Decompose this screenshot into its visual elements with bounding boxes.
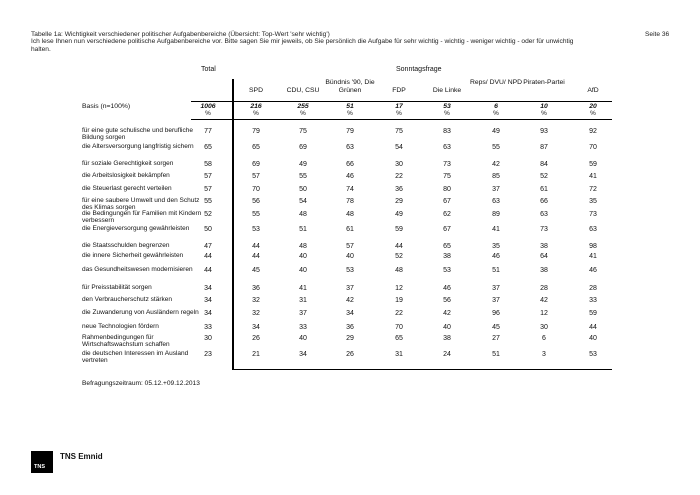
table-cell: 38 xyxy=(443,253,451,260)
table-cell: 61 xyxy=(346,226,354,233)
table-cell: 37 xyxy=(346,285,354,292)
table-cell: 85 xyxy=(492,173,500,180)
table-cell: 66 xyxy=(540,198,548,205)
basis-value: 216 xyxy=(250,103,262,110)
total-header: Total xyxy=(201,66,216,73)
column-header: AfD xyxy=(587,87,599,94)
table-cell: 49 xyxy=(299,161,307,168)
table-cell: 19 xyxy=(395,297,403,304)
table-cell: 37 xyxy=(492,285,500,292)
table-cell: 73 xyxy=(589,211,597,218)
table-cell: 35 xyxy=(492,243,500,250)
table-cell: 67 xyxy=(443,198,451,205)
table-cell: 26 xyxy=(252,335,260,342)
table-cell: 42 xyxy=(492,161,500,168)
table-cell: 44 xyxy=(252,243,260,250)
table-cell: 32 xyxy=(252,310,260,317)
table-cell: 41 xyxy=(492,226,500,233)
basis-value: 1006 xyxy=(200,103,216,110)
company-name: TNS Emnid xyxy=(60,452,103,461)
table-cell: 38 xyxy=(540,267,548,274)
table-cell: 75 xyxy=(395,128,403,135)
table-cell: 34 xyxy=(204,310,212,317)
table-cell: 30 xyxy=(204,335,212,342)
row-label: die Arbeitslosigkeit bekämpfen xyxy=(82,172,170,179)
table-cell: 22 xyxy=(395,173,403,180)
row-label: Rahmenbedingungen für Wirtschaftswachstum schaffen xyxy=(82,334,170,348)
column-header: CDU, CSU xyxy=(286,87,320,94)
table-cell: 70 xyxy=(589,144,597,151)
survey-period: Befragungszeitraum: 05.12.+09.12.2013 xyxy=(82,380,200,387)
basis-unit: % xyxy=(347,110,353,117)
table-cell: 59 xyxy=(589,310,597,317)
table-cell: 44 xyxy=(204,267,212,274)
basis-unit: % xyxy=(541,110,547,117)
table-cell: 48 xyxy=(299,211,307,218)
table-cell: 40 xyxy=(299,267,307,274)
table-cell: 55 xyxy=(299,173,307,180)
sonntagsfrage-header: Sonntagsfrage xyxy=(396,66,442,73)
table-cell: 63 xyxy=(492,198,500,205)
table-cell: 21 xyxy=(252,351,260,358)
page-number: Seite 36 xyxy=(645,31,670,38)
table-cell: 44 xyxy=(395,243,403,250)
table-cell: 33 xyxy=(204,324,212,331)
table-cell: 12 xyxy=(395,285,403,292)
table-cell: 28 xyxy=(589,285,597,292)
table-cell: 31 xyxy=(395,351,403,358)
table-cell: 12 xyxy=(540,310,548,317)
table-cell: 49 xyxy=(395,211,403,218)
row-label: für eine saubere Umwelt und den Schutz des Klimas sorgen xyxy=(82,197,200,211)
table-cell: 46 xyxy=(492,253,500,260)
table-cell: 53 xyxy=(443,267,451,274)
row-label: die Staatsschulden begrenzen xyxy=(82,242,170,249)
table-cell: 40 xyxy=(589,335,597,342)
basis-unit: % xyxy=(300,110,306,117)
table-cell: 75 xyxy=(443,173,451,180)
table-cell: 36 xyxy=(395,186,403,193)
table-cell: 57 xyxy=(204,173,212,180)
table-cell: 56 xyxy=(443,297,451,304)
table-cell: 23 xyxy=(204,351,212,358)
row-label: die Energieversorgung gewährleisten xyxy=(82,225,190,232)
table-cell: 63 xyxy=(589,226,597,233)
table-cell: 54 xyxy=(299,198,307,205)
table-cell: 3 xyxy=(542,351,546,358)
table-cell: 36 xyxy=(252,285,260,292)
row-label: für Preisstabilität sorgen xyxy=(82,284,152,291)
table-cell: 54 xyxy=(395,144,403,151)
row-label: die deutschen Interessen im Ausland vertreten xyxy=(82,350,189,364)
table-cell: 37 xyxy=(492,186,500,193)
table-cell: 66 xyxy=(346,161,354,168)
table-cell: 77 xyxy=(204,128,212,135)
table-cell: 67 xyxy=(443,226,451,233)
table-cell: 53 xyxy=(589,351,597,358)
table-cell: 96 xyxy=(492,310,500,317)
table-bottom-line xyxy=(232,369,612,370)
column-header: SPD xyxy=(249,87,263,94)
row-label: neue Technologien fördern xyxy=(82,323,159,330)
table-cell: 65 xyxy=(252,144,260,151)
row-label: für eine gute schulische und berufliche Bildung sorgen xyxy=(82,127,193,141)
basis-value: 6 xyxy=(494,103,498,110)
table-cell: 44 xyxy=(589,324,597,331)
table-cell: 65 xyxy=(204,144,212,151)
row-label: das Gesundheitswesen modernisieren xyxy=(82,266,193,273)
basis-top-line xyxy=(191,101,612,102)
table-cell: 79 xyxy=(252,128,260,135)
row-label: für soziale Gerechtigkeit sorgen xyxy=(82,160,174,167)
table-cell: 46 xyxy=(346,173,354,180)
table-cell: 45 xyxy=(252,267,260,274)
table-cell: 62 xyxy=(443,211,451,218)
basis-value: 10 xyxy=(540,103,548,110)
basis-value: 20 xyxy=(589,103,597,110)
table-cell: 65 xyxy=(395,335,403,342)
basis-label: Basis (n=100%) xyxy=(82,103,131,110)
basis-unit: % xyxy=(396,110,402,117)
table-cell: 30 xyxy=(540,324,548,331)
table-title xyxy=(31,31,591,53)
table-cell: 30 xyxy=(395,161,403,168)
table-cell: 52 xyxy=(204,211,212,218)
table-cell: 92 xyxy=(589,128,597,135)
table-cell: 84 xyxy=(540,161,548,168)
table-cell: 55 xyxy=(204,198,212,205)
table-cell: 53 xyxy=(252,226,260,233)
basis-bottom-line xyxy=(191,119,612,120)
table-cell: 24 xyxy=(443,351,451,358)
table-caption: Tabelle 1a: Wichtigkeit verschiedener politischer Aufgabenbereiche (Übersicht: Top-Wert 'sehr wichtig') xyxy=(31,31,330,38)
basis-unit: % xyxy=(205,110,211,117)
table-cell: 55 xyxy=(492,144,500,151)
table-cell: 26 xyxy=(346,351,354,358)
table-cell: 48 xyxy=(346,211,354,218)
table-cell: 31 xyxy=(299,297,307,304)
table-cell: 74 xyxy=(346,186,354,193)
table-cell: 69 xyxy=(299,144,307,151)
column-header: Piraten-Partei xyxy=(523,79,565,86)
table-cell: 34 xyxy=(346,310,354,317)
table-cell: 38 xyxy=(443,335,451,342)
table-cell: 48 xyxy=(395,267,403,274)
table-cell: 36 xyxy=(346,324,354,331)
table-cell: 63 xyxy=(346,144,354,151)
table-cell: 6 xyxy=(542,335,546,342)
table-cell: 33 xyxy=(299,324,307,331)
table-cell: 37 xyxy=(492,297,500,304)
basis-value: 51 xyxy=(346,103,354,110)
table-cell: 48 xyxy=(299,243,307,250)
table-cell: 40 xyxy=(346,253,354,260)
column-header: Reps/ DVU/ NPD xyxy=(469,79,523,86)
table-cell: 45 xyxy=(492,324,500,331)
table-cell: 34 xyxy=(204,285,212,292)
table-cell: 41 xyxy=(299,285,307,292)
table-cell: 32 xyxy=(252,297,260,304)
table-cell: 42 xyxy=(346,297,354,304)
column-header: Bündnis '90, Die Grünen xyxy=(325,79,375,94)
table-cell: 64 xyxy=(540,253,548,260)
basis-unit: % xyxy=(493,110,499,117)
table-cell: 59 xyxy=(589,161,597,168)
table-cell: 75 xyxy=(299,128,307,135)
column-header: FDP xyxy=(392,87,406,94)
table-cell: 51 xyxy=(492,267,500,274)
table-cell: 40 xyxy=(443,324,451,331)
table-cell: 53 xyxy=(346,267,354,274)
row-label: die Steuerlast gerecht verteilen xyxy=(82,185,172,192)
table-cell: 44 xyxy=(204,253,212,260)
table-cell: 38 xyxy=(540,243,548,250)
table-cell: 22 xyxy=(395,310,403,317)
table-cell: 46 xyxy=(443,285,451,292)
table-cell: 87 xyxy=(540,144,548,151)
tns-logo xyxy=(31,451,53,473)
table-cell: 34 xyxy=(252,324,260,331)
table-cell: 72 xyxy=(589,186,597,193)
table-cell: 27 xyxy=(492,335,500,342)
table-cell: 57 xyxy=(252,173,260,180)
table-cell: 93 xyxy=(540,128,548,135)
table-cell: 79 xyxy=(346,128,354,135)
table-cell: 57 xyxy=(346,243,354,250)
table-cell: 51 xyxy=(492,351,500,358)
table-cell: 41 xyxy=(589,173,597,180)
table-cell: 47 xyxy=(204,243,212,250)
total-divider xyxy=(233,79,234,370)
table-cell: 49 xyxy=(492,128,500,135)
table-cell: 35 xyxy=(589,198,597,205)
table-cell: 51 xyxy=(299,226,307,233)
basis-value: 17 xyxy=(395,103,403,110)
row-label: die Altersversorgung langfristig sichern xyxy=(82,143,194,150)
row-label: die Bedingungen für Familien mit Kindern verbessern xyxy=(82,210,202,224)
table-cell: 73 xyxy=(540,226,548,233)
column-header: Die Linke xyxy=(432,87,462,94)
table-cell: 58 xyxy=(204,161,212,168)
table-cell: 78 xyxy=(346,198,354,205)
row-label: die Zuwanderung von Ausländern regeln xyxy=(82,309,199,316)
table-cell: 59 xyxy=(395,226,403,233)
table-cell: 28 xyxy=(540,285,548,292)
table-cell: 69 xyxy=(252,161,260,168)
table-cell: 50 xyxy=(204,226,212,233)
table-cell: 73 xyxy=(443,161,451,168)
table-cell: 70 xyxy=(395,324,403,331)
table-cell: 52 xyxy=(540,173,548,180)
row-label: die innere Sicherheit gewährleisten xyxy=(82,252,184,259)
basis-unit: % xyxy=(253,110,259,117)
table-cell: 63 xyxy=(443,144,451,151)
table-cell: 89 xyxy=(492,211,500,218)
basis-unit: % xyxy=(444,110,450,117)
table-cell: 52 xyxy=(395,253,403,260)
table-cell: 83 xyxy=(443,128,451,135)
table-cell: 98 xyxy=(589,243,597,250)
table-cell: 42 xyxy=(540,297,548,304)
table-cell: 40 xyxy=(299,335,307,342)
basis-value: 255 xyxy=(297,103,309,110)
row-label: den Verbraucherschutz stärken xyxy=(82,296,172,303)
table-cell: 57 xyxy=(204,186,212,193)
table-cell: 37 xyxy=(299,310,307,317)
table-cell: 80 xyxy=(443,186,451,193)
logo-text: TNS xyxy=(34,464,45,470)
table-cell: 55 xyxy=(252,211,260,218)
basis-unit: % xyxy=(590,110,596,117)
basis-value: 53 xyxy=(443,103,451,110)
table-cell: 40 xyxy=(299,253,307,260)
table-cell: 63 xyxy=(540,211,548,218)
table-cell: 56 xyxy=(252,198,260,205)
table-cell: 33 xyxy=(589,297,597,304)
table-cell: 41 xyxy=(589,253,597,260)
table-cell: 70 xyxy=(252,186,260,193)
table-cell: 44 xyxy=(252,253,260,260)
table-cell: 61 xyxy=(540,186,548,193)
question-text: Ich lese Ihnen nun verschiedene politische Aufgabenbereiche vor. Bitte sagen Sie mir jeweils, ob Sie persönlich die Aufgabe für sehr wichtig - wichtig - weniger wichtig - oder für unwichtig halten. xyxy=(31,38,574,53)
table-cell: 34 xyxy=(299,351,307,358)
table-cell: 34 xyxy=(204,297,212,304)
table-cell: 42 xyxy=(443,310,451,317)
table-cell: 29 xyxy=(346,335,354,342)
table-cell: 65 xyxy=(443,243,451,250)
table-cell: 50 xyxy=(299,186,307,193)
table-cell: 29 xyxy=(395,198,403,205)
table-cell: 46 xyxy=(589,267,597,274)
